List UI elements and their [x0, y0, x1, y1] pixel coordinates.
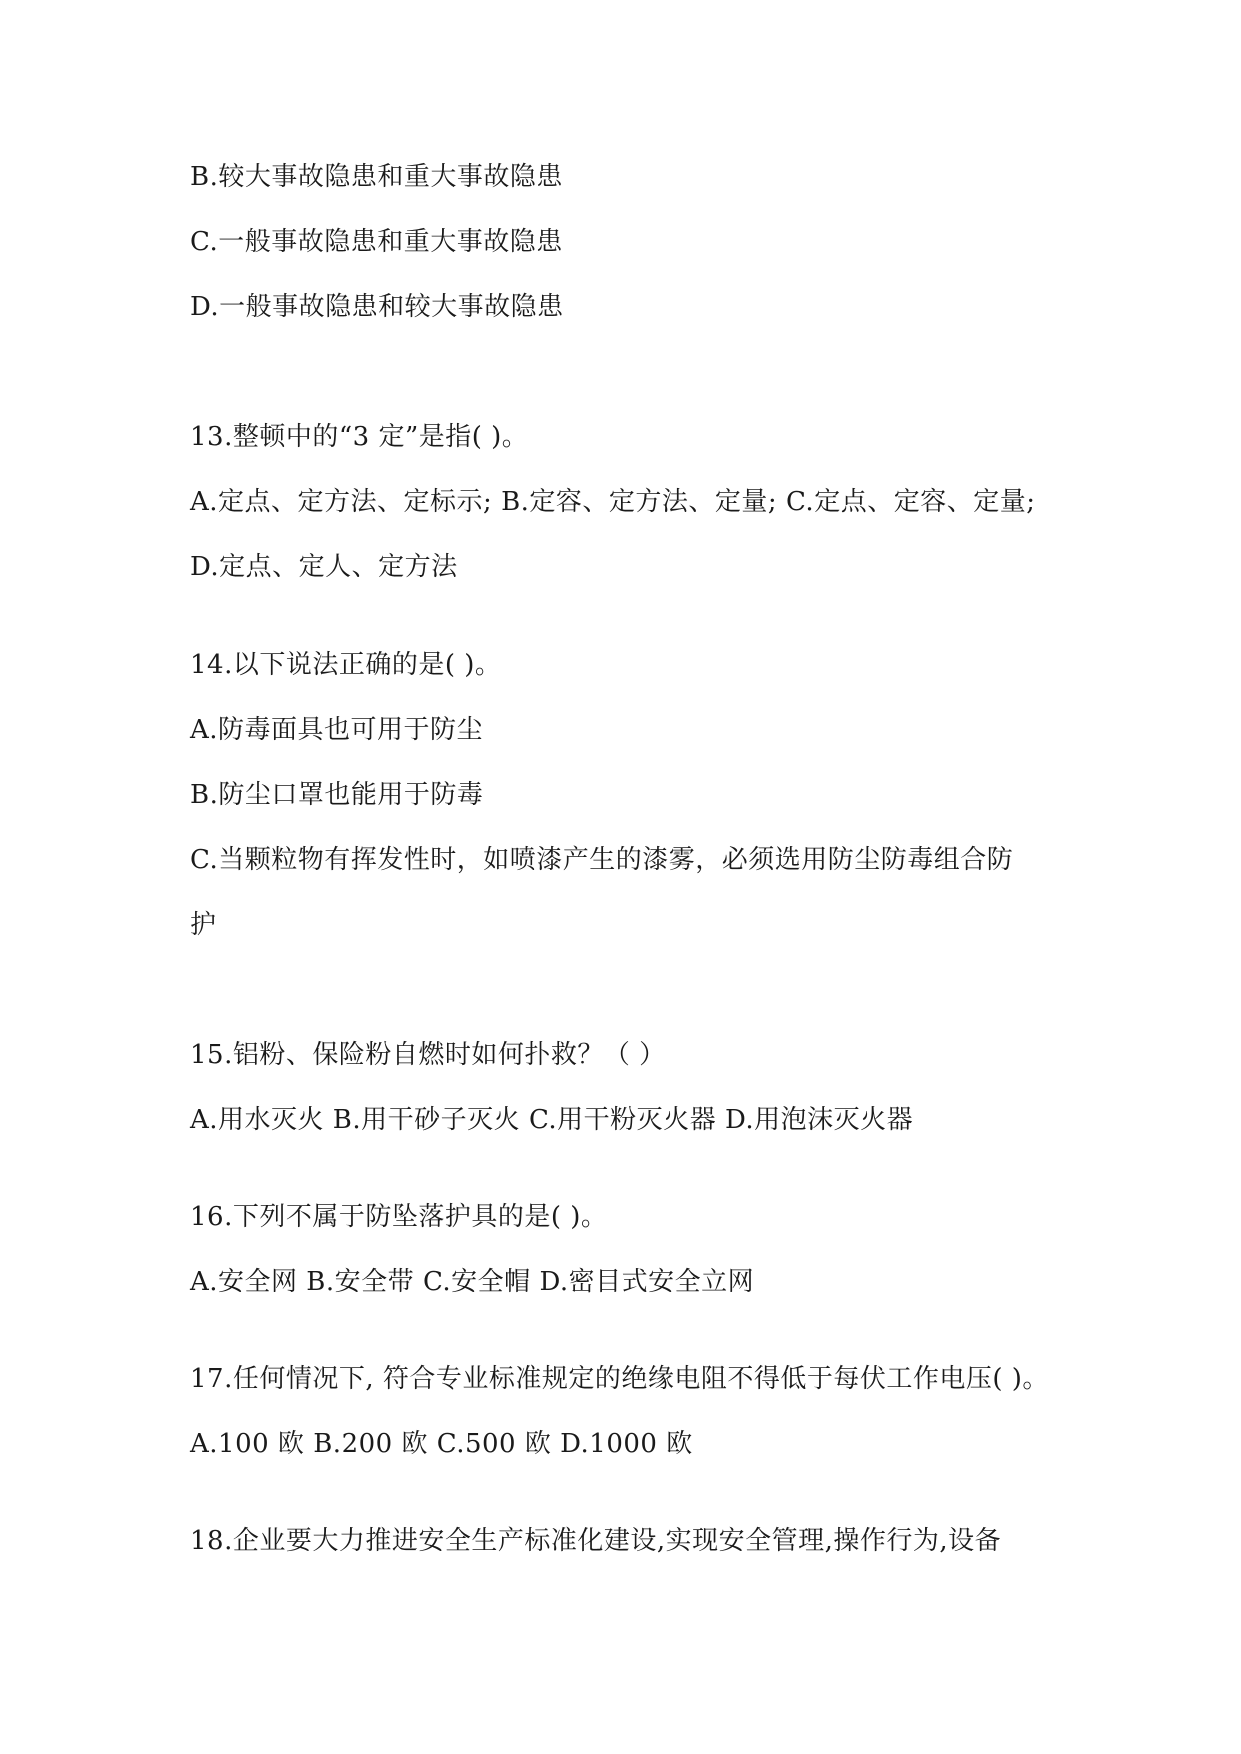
options-15: A.用水灭火 B.用干砂子灭火 C.用干粉灭火器 D.用泡沫灭火器 — [190, 1105, 914, 1135]
option-12-d: D.一般事故隐患和较大事故隐患 — [190, 292, 564, 322]
option-14-c-continued: 护 — [190, 910, 217, 940]
question-14: 14.以下说法正确的是( )。 — [190, 650, 502, 680]
question-16: 16.下列不属于防坠落护具的是( )。 — [190, 1202, 608, 1232]
question-18: 18.企业要大力推进安全生产标准化建设,实现安全管理,操作行为,设备 — [190, 1526, 1002, 1556]
option-12-b: B.较大事故隐患和重大事故隐患 — [190, 162, 563, 192]
question-15: 15.铝粉、保险粉自燃时如何扑救？（ ） — [190, 1040, 666, 1070]
option-14-b: B.防尘口罩也能用于防毒 — [190, 780, 484, 810]
options-13-abc: A.定点、定方法、定标示; B.定容、定方法、定量; C.定点、定容、定量; — [190, 487, 1036, 517]
options-17: A.100 欧 B.200 欧 C.500 欧 D.1000 欧 — [190, 1429, 693, 1459]
option-12-c: C.一般事故隐患和重大事故隐患 — [190, 227, 563, 257]
question-17: 17.任何情况下, 符合专业标准规定的绝缘电阻不得低于每伏工作电压( )。 — [190, 1364, 1049, 1394]
option-14-a: A.防毒面具也可用于防尘 — [190, 715, 484, 745]
options-16: A.安全网 B.安全带 C.安全帽 D.密目式安全立网 — [190, 1267, 755, 1297]
option-13-d: D.定点、定人、定方法 — [190, 552, 458, 582]
question-13: 13.整顿中的“3 定”是指( )。 — [190, 422, 529, 452]
option-14-c: C.当颗粒物有挥发性时，如喷漆产生的漆雾，必须选用防尘防毒组合防 — [190, 845, 1014, 875]
